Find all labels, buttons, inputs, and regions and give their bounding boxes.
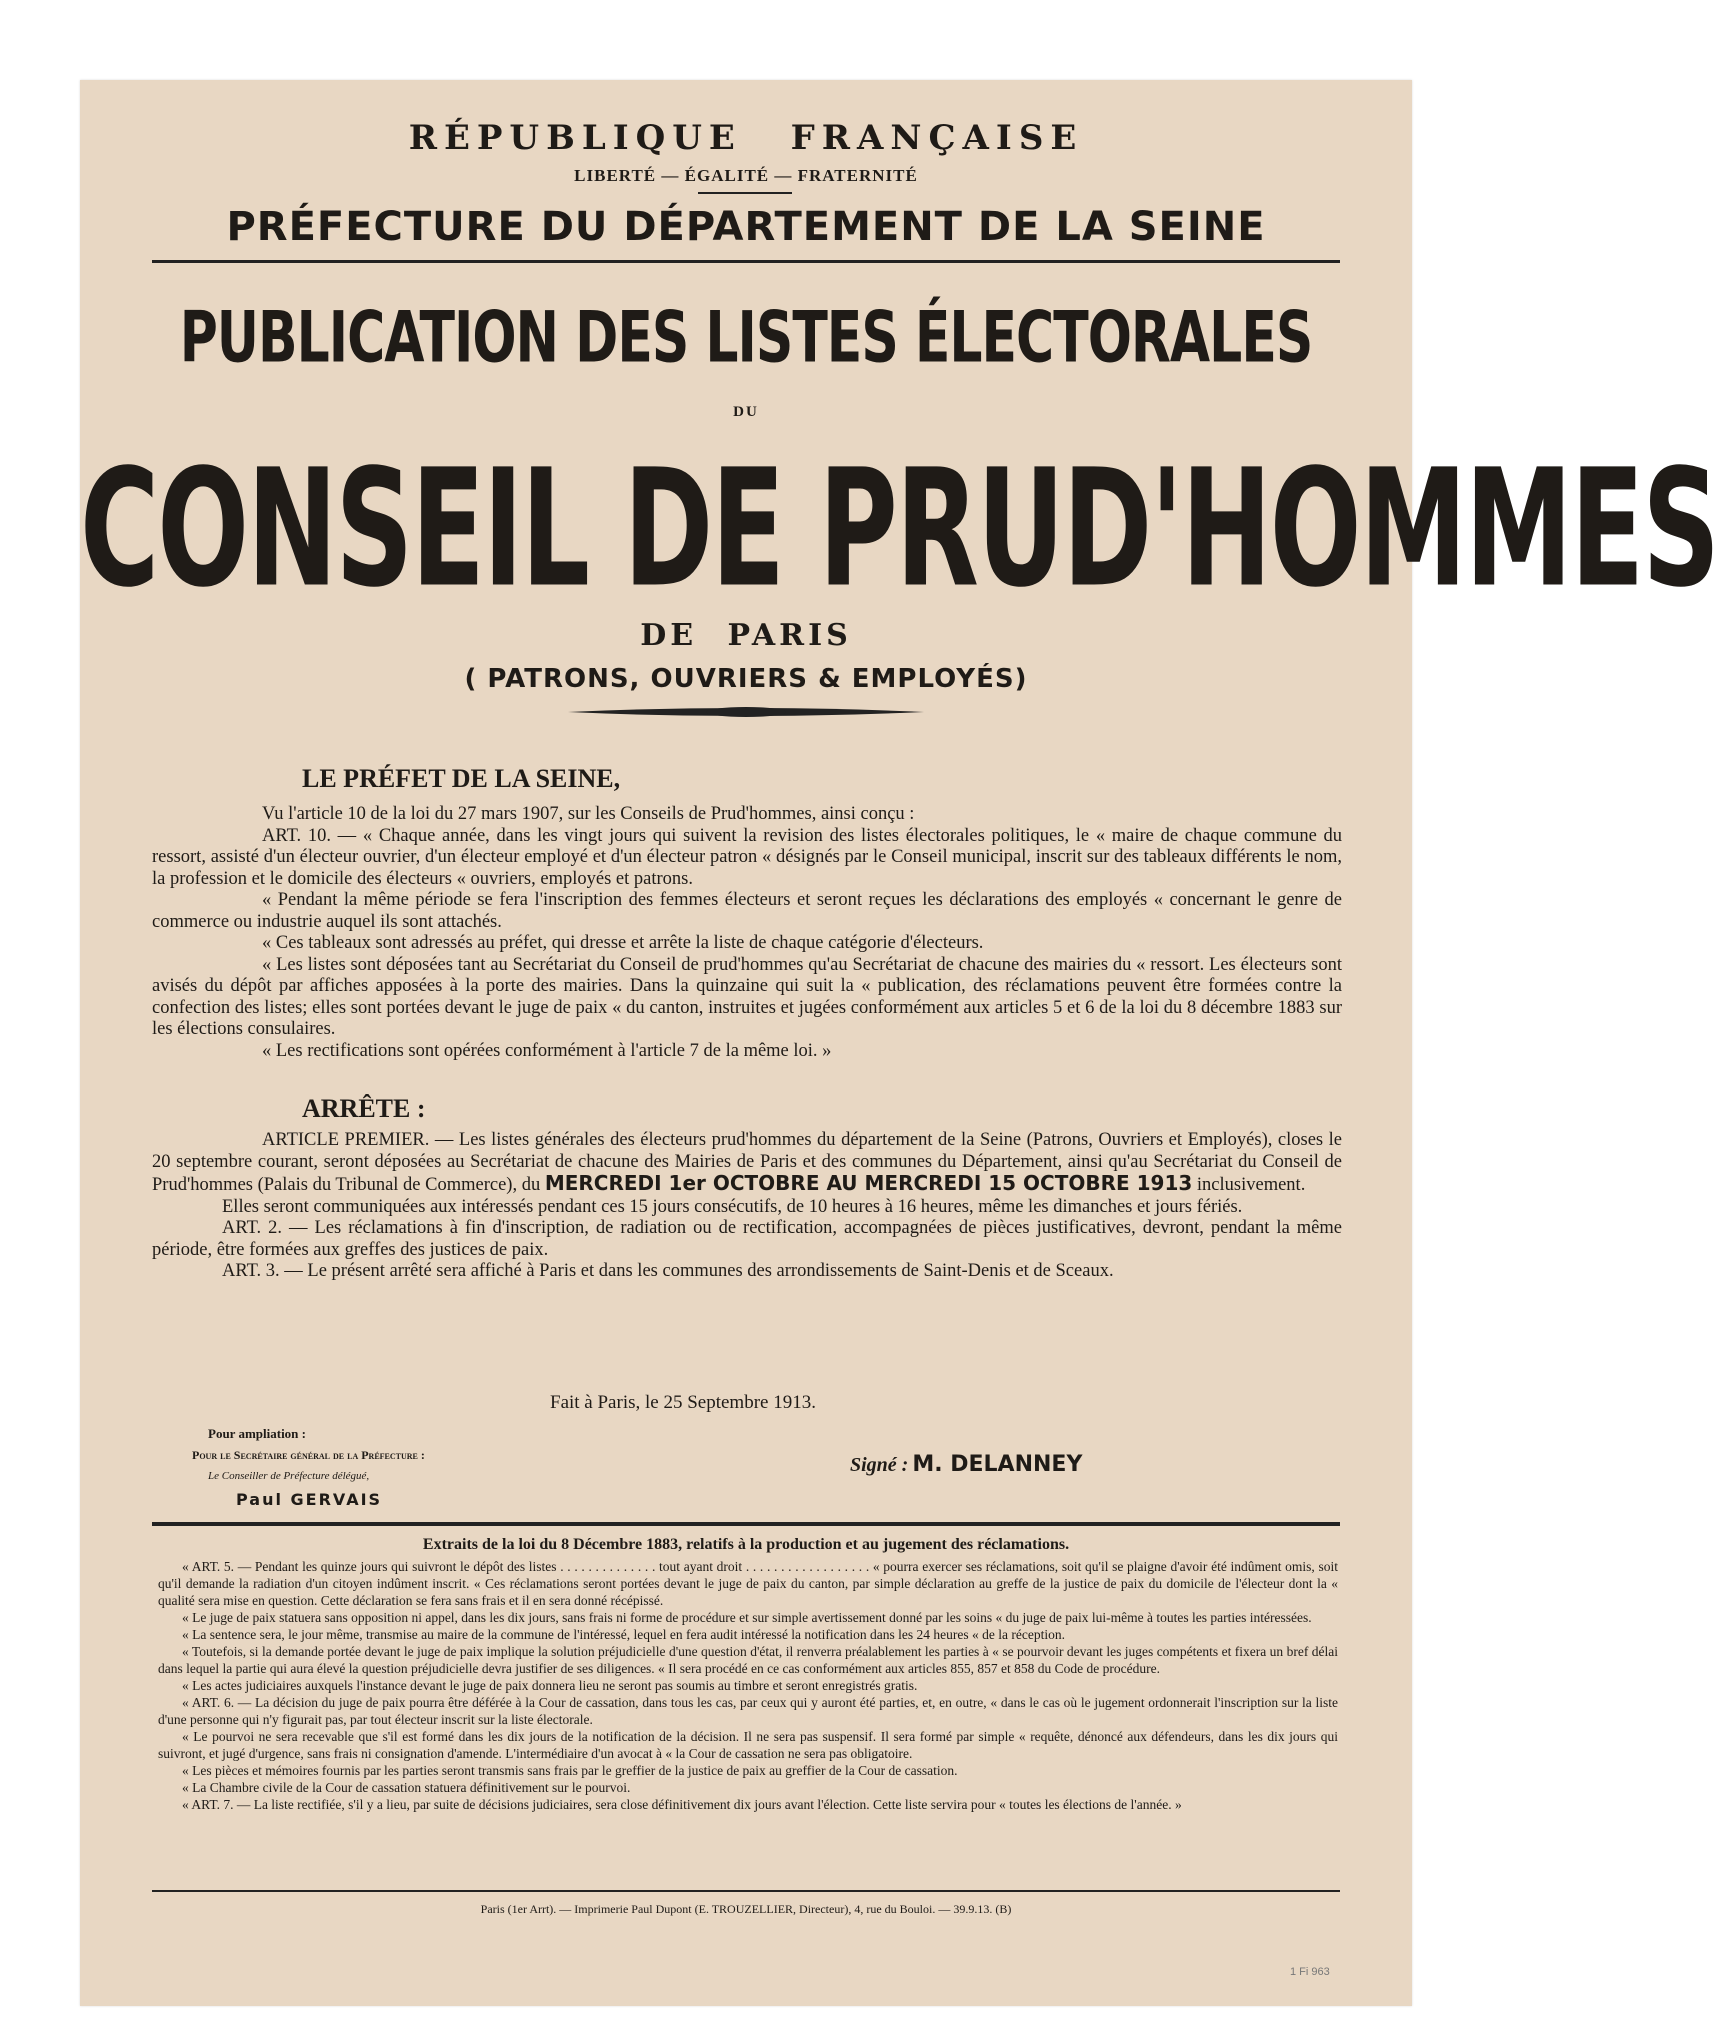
prefecture-heading: PRÉFECTURE DU DÉPARTEMENT DE LA SEINE xyxy=(226,204,1266,250)
republique-heading: RÉPUBLIQUE FRANÇAISE xyxy=(408,118,1084,158)
short-divider xyxy=(698,192,792,194)
footer-rule xyxy=(152,1890,1340,1892)
arrete-body xyxy=(152,1130,1342,1283)
title-line-3: DE PARIS xyxy=(640,618,852,653)
article-2: ART. 2. — Les réclamations à fin d'inscription, de radiation ou de rectification, accompagnées de pièces justificatives, devront, pendant la même période, être formées aux greffes des justices de paix. xyxy=(152,1218,1342,1260)
prefet-heading: LE PRÉFET DE LA SEINE, xyxy=(302,764,621,793)
ampliation-line-2: Pour le Secrétaire général de la Préfecture : xyxy=(192,1448,425,1462)
preamble-paragraph: ART. 10. — « Chaque année, dans les vingt jours qui suivent la revision des listes électorales politiques, le « maire de chaque commune du ressort, assisté d'un électeur ouvrier, d'un électeur employé et d'un électeur patron « désignés par le Conseil municipal, inscrit sur des tableaux différents le nom, la profession et le domicile des électeurs « ouvriers, employés et patrons. xyxy=(152,825,1342,889)
title-line-2: CONSEIL DE PRUD'HOMMES xyxy=(80,436,1718,624)
title-du: DU xyxy=(733,404,759,420)
preamble-paragraph: « Pendant la même période se fera l'inscription des femmes électeurs et seront reçues les déclarations des employés « concernant le genre de commerce ou industrie auquel ils sont attachés. xyxy=(152,890,1342,932)
header-rule xyxy=(152,260,1340,263)
preamble-paragraph: Vu l'article 10 de la loi du 27 mars 1907, sur les Conseils de Prud'hommes, ainsi conçu : xyxy=(262,804,915,824)
preamble-body xyxy=(152,804,1342,1062)
motto: LIBERTÉ — ÉGALITÉ — FRATERNITÉ xyxy=(574,166,918,185)
article-premier xyxy=(152,1130,1342,1197)
ampliation-line-1: Pour ampliation : xyxy=(208,1426,306,1441)
extraits-paragraph: « Le pourvoi ne sera recevable que s'il est formé dans les dix jours de la notification de la décision. Il ne sera pas suspensif. Il sera formé par simple « requête, dénoncé aux défendeurs, dans les dix jours qui suivront, et jugé d'urgence, sans frais ni consignation d'amende. L'intermédiaire d'un avocat à « la Cour de cassation ne sera pas obligatoire. xyxy=(158,1729,1338,1761)
extraits-heading: Extraits de la loi du 8 Décembre 1883, relatifs à la production et au jugement des réclamations. xyxy=(422,1536,1070,1553)
preamble-paragraph: « Les rectifications sont opérées conformément à l'article 7 de la même loi. » xyxy=(262,1040,832,1061)
extraits-paragraph: « La Chambre civile de la Cour de cassation statuera définitivement sur le pourvoi. xyxy=(182,1780,631,1795)
extraits-paragraph: « Les pièces et mémoires fournis par les parties seront transmis sans frais par le greffier de la justice de paix au greffier de la Cour de cassation. xyxy=(182,1763,958,1778)
ornament-divider-icon xyxy=(568,706,924,718)
signature-name: M. DELANNEY xyxy=(912,1452,1083,1477)
poster-sheet xyxy=(80,80,1718,2006)
fait-a-paris: Fait à Paris, le 25 Septembre 1913. xyxy=(550,1392,816,1413)
extraits-paragraph: « ART. 7. — La liste rectifiée, s'il y a lieu, par suite de décisions judiciaires, sera close définitivement dix jours avant l'élection. Cette liste servira pour « toutes les élections de l'année. » xyxy=(182,1797,1182,1812)
period-dates: MERCREDI 1er OCTOBRE AU MERCREDI 15 OCTOBRE 1913 xyxy=(544,1171,1193,1195)
title-line-4: ( PATRONS, OUVRIERS & EMPLOYÉS) xyxy=(464,664,1028,694)
preamble-paragraph: « Ces tableaux sont adressés au préfet, qui dresse et arrête la liste de chaque catégorie d'électeurs. xyxy=(262,933,984,953)
arrete-heading: ARRÊTE : xyxy=(302,1094,426,1123)
extraits-paragraph: « Toutefois, si la demande portée devant le juge de paix implique la solution préjudicielle d'une question d'état, il renverra préalablement les parties à « se pourvoir devant les juges compétents et fixera un bref délai dans lequel la partie qui aura élevé la question préjudicielle devra justifier de ses diligences. « Il sera procédé en ce cas conformément aux articles 855, 857 et 858 du Code de procédure. xyxy=(158,1644,1338,1676)
preamble-paragraph: « Les listes sont déposées tant au Secrétariat du Conseil de prud'hommes qu'au Secrétariat de chacune des mairies du « ressort. Les électeurs sont avisés du dépôt par affiches apposées à la porte des mairies. Dans la quinzaine qui suit la « publication, des réclamations peuvent être formées contre la confection des listes; elles sont portées devant le juge de paix « du canton, instruites et jugées conformément aux articles 5 et 6 de la loi du 8 décembre 1883 sur les élections consulaires. xyxy=(152,954,1342,1039)
article-premier-end: inclusivement. xyxy=(1196,1175,1306,1195)
article-premier-continued: Elles seront communiquées aux intéressés pendant ces 15 jours consécutifs, de 10 heures à 16 heures, même les dimanches et jours fériés. xyxy=(222,1196,1243,1217)
extraits-paragraph: « ART. 5. — Pendant les quinze jours qui suivront le dépôt des listes . . . . . . . . . . . . . . tout ayant droit . . . . . . . . . . . . . . . . . . « pourra exercer ses réclamations, soit qu'il se plaigne d'avoir été indûment omis, soit qu'il demande la radiation d'un citoyen indûment inscrit. « Ces réclamations seront portées devant le juge de paix du canton, par simple déclaration au greffe de la justice de paix du domicile de l'électeur dont la « qualité sera mise en question. Cette déclaration se fera sans frais et il en sera donné récépissé. xyxy=(158,1559,1338,1608)
article-3: ART. 3. — Le présent arrêté sera affiché à Paris et dans les communes des arrondissements de Saint-Denis et de Sceaux. xyxy=(222,1261,1114,1281)
signature-label: Signé : xyxy=(850,1454,909,1476)
section-rule xyxy=(152,1522,1340,1526)
ampliation-line-3: Le Conseiller de Préfecture délégué, xyxy=(208,1470,370,1482)
title-line-1: PUBLICATION DES LISTES ÉLECTORALES xyxy=(179,298,1313,379)
printer-imprint: Paris (1er Arrt). — Imprimerie Paul Dupont (E. TROUZELLIER, Directeur), 4, rue du Bouloi. — 39.9.13. (B) xyxy=(480,1902,1012,1916)
signature-block xyxy=(850,1452,1082,1477)
extraits-paragraph: « La sentence sera, le jour même, transmise au maire de la commune de l'intéressé, lequel en fera audit intéressé la notification dans les 24 heures « de la réception. xyxy=(182,1627,1065,1642)
extraits-paragraph: « Les actes judiciaires auxquels l'instance devant le juge de paix donnera lieu ne seront pas soumis au timbre et seront enregistrés gratis. xyxy=(182,1678,918,1693)
extraits-paragraph: « Le juge de paix statuera sans opposition ni appel, dans les dix jours, sans frais ni forme de procédure et sur simple avertissement donné par les soins « du juge de paix lui-même à toutes les parties intéressées. xyxy=(182,1610,1312,1625)
extraits-body xyxy=(158,1558,1338,1813)
archive-stamp: 1 Fi 963 xyxy=(1290,1966,1330,1978)
ampliation-signatory: Paul GERVAIS xyxy=(236,1490,383,1509)
article-premier-text: ARTICLE PREMIER. — Les listes générales des électeurs prud'hommes du département de la Seine (Patrons, Ouvriers et Employés), closes le 20 septembre courant, seront déposées au Secrétariat de chacune des Mairies de Paris et des communes du Département, ainsi qu'au Secrétariat du Conseil de Prud'hommes (Palais du Tribunal de Commerce), du xyxy=(152,1130,1342,1195)
extraits-paragraph: « ART. 6. — La décision du juge de paix pourra être déférée à la Cour de cassation, dans tous les cas, par ceux qui y auront été parties, et, en outre, « dans le cas où le jugement ordonnerait l'inscription sur la liste d'une personne qui n'y figurait pas, par tout électeur inscrit sur la liste électorale. xyxy=(158,1695,1338,1727)
